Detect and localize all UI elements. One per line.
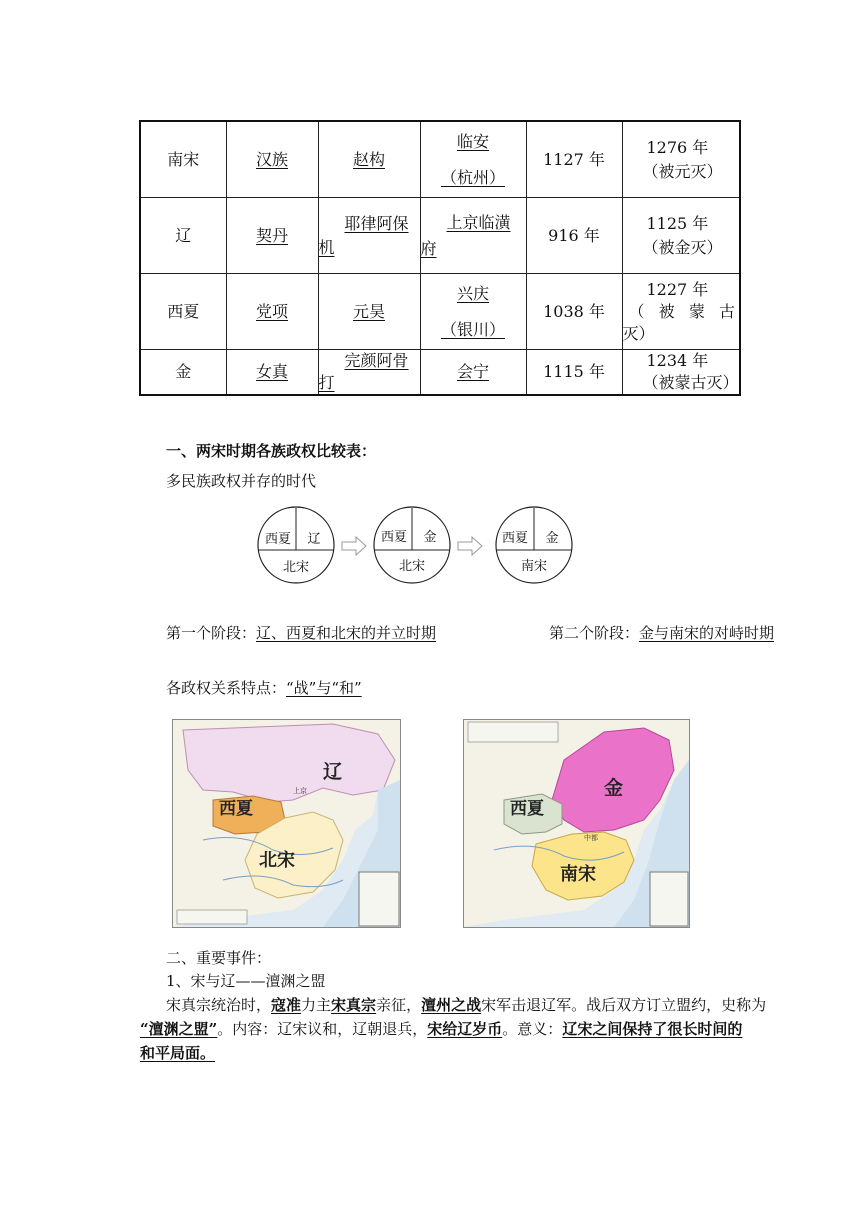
- regime-evolution-diagram: [250, 504, 590, 586]
- ethnic-group: 契丹: [226, 198, 318, 274]
- end-year: 1234 年 （被蒙古灭）: [622, 350, 740, 396]
- label-nansong: 南宋: [520, 559, 548, 574]
- table-row: [140, 350, 740, 396]
- section2-heading: 二、重要事件：: [166, 949, 272, 967]
- founder: 耶律阿保 机: [318, 198, 420, 274]
- label-jin: 金: [423, 530, 437, 545]
- map-jin-xixia-nansong: [463, 719, 690, 928]
- circle-stage1: [258, 507, 334, 583]
- paragraph-chanyuan: 宋真宗统治时，寇准力主宋真宗亲征，澶州之战宋军击退辽军。战后双方订立盟约，史称为 “澶渊之盟”。内容：辽宋议和，辽朝退兵，宋给辽岁币。意义：辽宋之间保持了很长时间的 和平局面。: [140, 996, 767, 1062]
- start-year: 916 年: [526, 198, 622, 274]
- end-year: 1276 年 （被元灭）: [622, 121, 740, 198]
- regime-name: 辽: [140, 198, 226, 274]
- map-label-xixia: 西夏: [219, 799, 253, 819]
- start-year: 1038 年: [526, 274, 622, 350]
- start-year: 1115 年: [526, 350, 622, 396]
- arrow-icon: [458, 537, 482, 555]
- map-label-zhongdu: 中都: [584, 834, 598, 842]
- label-beisong: 北宋: [282, 560, 310, 575]
- founder: 完颜阿骨 打: [318, 350, 420, 396]
- map-label-beisong: 北宋: [259, 850, 295, 871]
- start-year: 1127 年: [526, 121, 622, 198]
- map-label-liao: 辽: [323, 761, 343, 783]
- end-year: 1227 年 （ 被 蒙 古 灭）: [622, 274, 740, 350]
- regime-name: 南宋: [140, 121, 226, 198]
- regime-name: 西夏: [140, 274, 226, 350]
- relation-line: 各政权关系特点：“战”与“和”: [166, 679, 362, 697]
- label-jin: 金: [545, 531, 559, 546]
- capital: 兴庆 （银川）: [420, 274, 526, 350]
- map-label-xixia: 西夏: [510, 799, 544, 819]
- stage2-value: 金与南宋的对峙时期: [639, 624, 775, 642]
- stage1-value: 辽、西夏和北宋的并立时期: [256, 624, 437, 642]
- regime-table: [139, 120, 741, 396]
- arrow-icon: [342, 537, 366, 555]
- founder: 元昊: [318, 274, 420, 350]
- capital: 上京临潢 府: [420, 198, 526, 274]
- map-label-jin: 金: [604, 777, 624, 799]
- end-year: 1125 年 （被金灭）: [622, 198, 740, 274]
- table-row: [140, 274, 740, 350]
- stage2-line: 第二个阶段：金与南宋的对峙时期: [549, 624, 775, 642]
- section1-subtitle: 多民族政权并存的时代: [166, 472, 317, 490]
- capital: 临安 （杭州）: [420, 121, 526, 198]
- table-row: [140, 121, 740, 198]
- circle-stage2: [374, 507, 450, 583]
- label-xixia: 西夏: [264, 532, 292, 547]
- map-liao-xixia-beisong: [172, 719, 401, 928]
- label-xixia: 西夏: [380, 530, 408, 545]
- relation-value: “战”与“和”: [286, 679, 362, 697]
- section1-heading: 一、两宋时期各族政权比较表：: [166, 442, 377, 460]
- map-label-shangjing: 上京: [293, 787, 307, 795]
- stage1-line: 第一个阶段：辽、西夏和北宋的并立时期: [166, 624, 437, 642]
- capital: 会宁: [420, 350, 526, 396]
- table-row: [140, 198, 740, 274]
- ethnic-group: 女真: [226, 350, 318, 396]
- map-label-nansong: 南宋: [560, 864, 596, 885]
- label-beisong: 北宋: [398, 559, 426, 574]
- ethnic-group: 汉族: [226, 121, 318, 198]
- ethnic-group: 党项: [226, 274, 318, 350]
- label-liao: 辽: [307, 532, 321, 547]
- regime-name: 金: [140, 350, 226, 396]
- founder: 赵构: [318, 121, 420, 198]
- circle-stage3: [496, 507, 572, 583]
- section2-sub1: 1、宋与辽——澶渊之盟: [166, 972, 326, 990]
- label-xixia: 西夏: [501, 531, 529, 546]
